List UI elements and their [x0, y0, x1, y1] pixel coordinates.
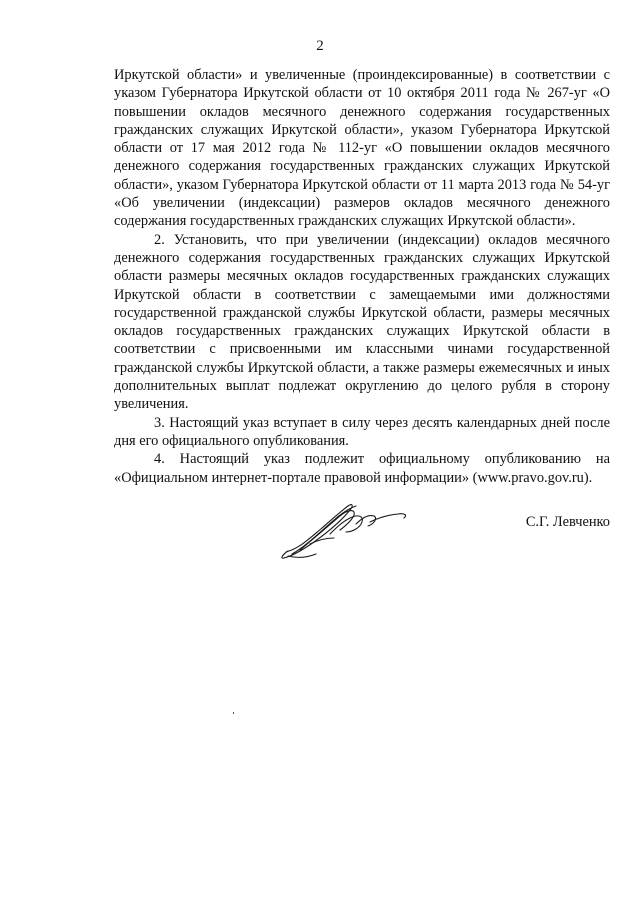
paragraph-item-4: 4. Настоящий указ подлежит официальному опубликованию на «Официальном интернет-портале правовой информации» (www.pravo.gov.ru).: [114, 451, 610, 486]
paragraph-continuation: Иркутской области» и увеличенные (проиндексированные) в соответствии с указом Губернатора Иркутской области от 10 октября 2011 года № 267-уг «О повышении окладов месячного денежного содержания государственных гражданских служащих Иркутской области», указом Губернатора Иркутской области от 17 мая 2012 года № 112-уг «О повышении окладов месячного денежного содержания государственных гражданских служащих Иркутской области», указом Губернатора Иркутской области от 11 марта 2013 года № 54-уг «Об увеличении (индексации) размеров окладов месячного денежного содержания государственных гражданских служащих Иркутской области».: [114, 67, 610, 230]
paragraph-item-3: 3. Настоящий указ вступает в силу через десять календарных дней после дня его официального опубликования.: [114, 414, 610, 449]
signer-name: С.Г. Левченко: [525, 514, 610, 530]
scan-speck: [233, 712, 234, 714]
page-number: 2: [316, 38, 324, 54]
signature-scribble-icon: [270, 488, 420, 568]
document-body: [114, 66, 610, 487]
handwritten-signature: [270, 488, 420, 568]
paragraph-item-2: 2. Установить, что при увеличении (индексации) окладов месячного денежного содержания государственных гражданских служащих Иркутской области размеры месячных окладов государственных гражданских служащих Иркутской области в соответствии с замещаемыми ими должностями государственной гражданской службы Иркутской области, размеры месячных окладов государственных гражданских служащих Иркутской области в соответствии с присвоенными им классными чинами государственной гражданской службы Иркутской области, а также размеры ежемесячных и иных дополнительных выплат подлежат округлению до целого рубля в сторону увеличения.: [114, 231, 610, 413]
